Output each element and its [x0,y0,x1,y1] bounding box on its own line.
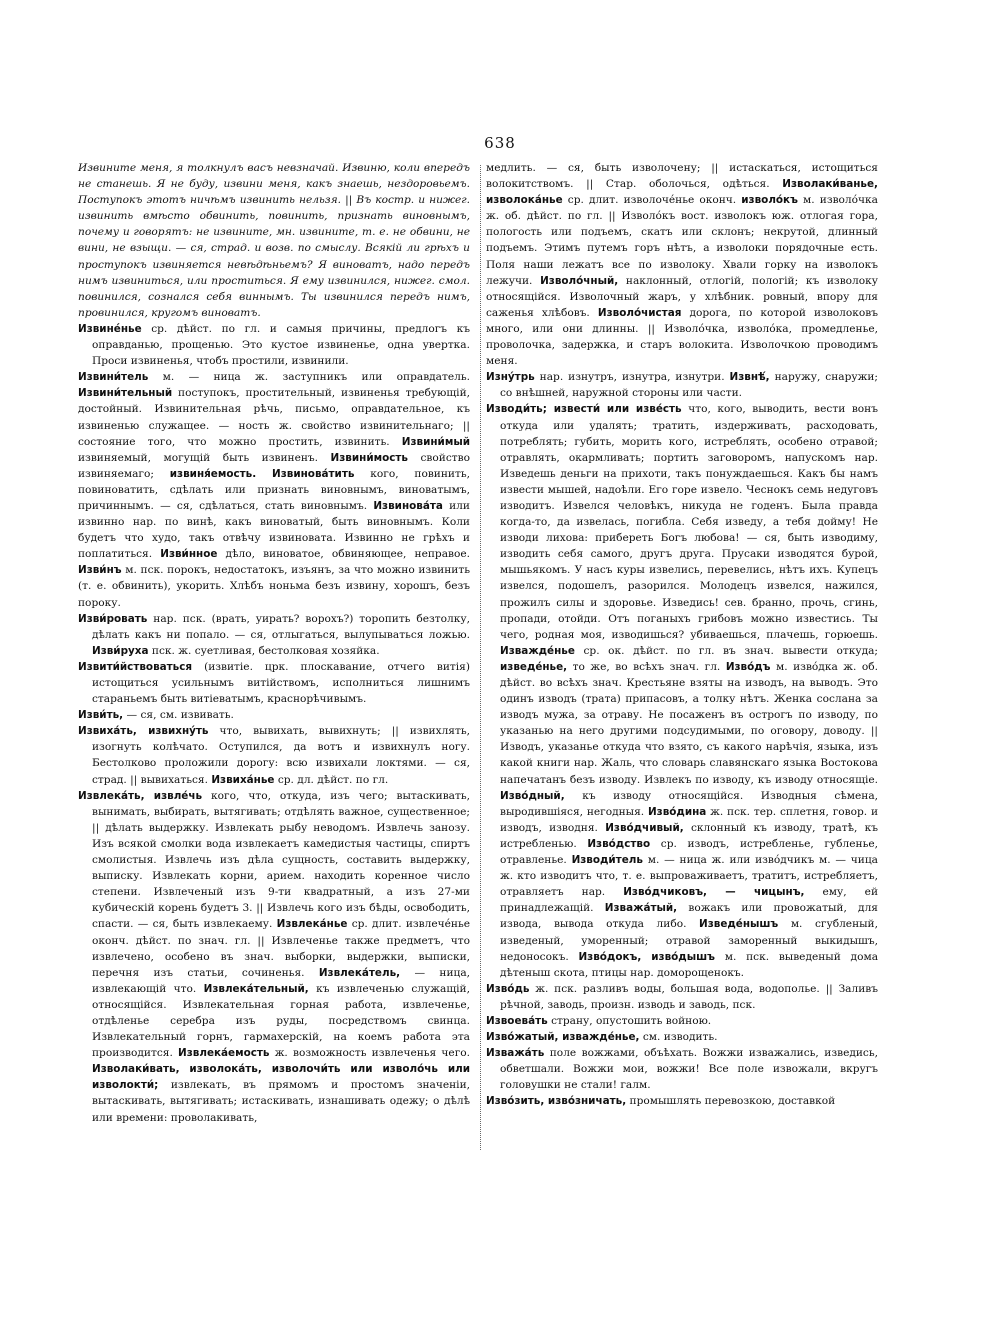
entry-text: ср. дл. дѣйст. по гл. [277,773,389,786]
headword: Извиха́ть, извихну́ть [78,725,209,738]
entry-text: (извитіе. црк. плоскавание, отчего витія) истощиться усильнымъ витійствомъ, исполниться лишнимъ стараньемъ быть витіеватымъ, краснорѣчивымъ. [92,660,470,706]
dictionary-entry [486,401,878,980]
dictionary-entry [78,659,470,707]
headword: Изви́нъ [78,564,122,577]
headword: Изви́ровать [78,612,148,625]
page-number: 638 [484,134,516,152]
headword: Изво́дчивый, [605,821,684,834]
entry-text: къ изводу относящійся. Изводныя сѣмена, выродившіяся, негодныя. [500,789,878,818]
entry-text: или извинно нар. по винѣ, какъ виноватый, быть виновнымъ. Коли будетъ что худо, такъ отвѣчу извиновата. Извинно не грѣхъ и поплатиться. [78,499,470,561]
entry-text: что, вывихать, вывихнуть; || извихлять, изогнуть колѣчато. Оступился, да вотъ и извихнулъ ногу. Бестолково проложили дорогу: всю извихали локтями. — ся, страд. || вывихаться. [92,725,470,786]
entry-text: ж. пск. тер. сплетня, говор. и изводъ, изводня. [500,805,879,834]
dictionary-entry [486,1045,878,1093]
headword: Изви́ть, [78,709,124,722]
entry-text: пск. ж. суетливая, бестолковая хозяйка. [151,644,380,657]
headword: извиня́емость. [169,467,257,480]
headword: Извити́йствоваться [78,660,193,673]
entry-text: м. — ница ж. или изво́дчикъ м. — чица ж. кто изводитъ что, т. е. выпроваживаетъ, тратитъ, истребляетъ, отравляетъ нар. [500,854,878,899]
headword: Изво́дина [647,805,707,818]
entry-text: Извините меня, я толкнулъ васъ невзначай. Извиню, коли впередъ не станешь. Я не буду, извини меня, какъ знаешь, нездоровьемъ. Поступокъ этотъ ничѣмъ извинить нельзя. || Въ костр. и нижег. извинить вмѣсто обвинить, повинить, признать виновнымъ, почему и говорятъ: не извините, мн. извините, т. е. не обвини, не вини, не взыщи. — ся, страд. и возв. по смыслу. Всякій ли грѣхъ и проступокъ извиняется невѣдѣньемъ? Я виноватъ, надо передъ нимъ извиниться, или проститься. Я ему извинился, нижег. смол. повинился, сознался себя виннымъ. Ты извинился передъ нимъ, провинился, кругомъ виноватъ. [78,162,470,319]
entry-text: м. пск. выведеный дома дѣтеныш скота, птицы нар. доморощенокъ. [500,950,879,979]
headword: Извлека́тельный, [203,982,309,995]
entry-text: ср. дѣйст. по гл. и самыя причины, предлогъ къ оправданью, прощенью. Это кустое извиненье, одна увертка. Проси извиненья, чтобъ простили, извинили. [92,322,470,368]
headword: Изви́нное [160,548,218,561]
entry-text: м. изволо́чка ж. об. дѣйст. по гл. || Изволо́къ вост. изволокъ юж. отлогая гора, пологость или подъемъ, скатъ или склонъ; некрутой, длинный подъемъ. Этимъ путемъ горъ нѣтъ, а изволоки порядочные есть. Поля наши лежатъ все по изволоку. Хвали горку на изволокъ лежучи. [486,194,878,287]
dictionary-entry [78,321,470,369]
headword: Изво́жатый, изважде́нье, [486,1031,640,1044]
headword: Изну́трь [486,371,535,384]
headword: Извини́тель [78,371,149,384]
headword: Изведе́нышъ [699,918,779,931]
headword: Извлека́ть, извле́чь [78,789,203,802]
headword: Извлека́нье [276,918,348,931]
headword: Изво́дь [486,982,530,995]
headword: Извини́тельный [78,387,173,400]
headword: Извинéнье [78,322,142,335]
entry-text: извиняемый, могущій быть извиненъ. [78,451,319,464]
headword: Изво́дъ [725,660,771,673]
dictionary-entry [486,160,878,369]
entry-text: м. пск. порокъ, недостатокъ, изъянъ, за что можно извинить (т. е. обвинить), укорить. Хлѣбъ ноньма безъ извину, хорошъ, безъ пороку. [78,564,470,609]
dictionary-entry [78,788,470,1126]
headword: Изви́руха [92,644,149,657]
dictionary-entry [78,369,470,610]
dictionary-entry [486,369,878,401]
entry-text: м. изво́дка ж. об. дѣйст. во всѣхъ знач. Крестьяне взяты на изводъ, на выводъ. Это одинъ изводъ (трата) припасовъ, а толку нѣтъ. Женка сослана за изводъ мужа, за отраву. Не посаженъ въ острогъ по изводу, по указанью на него другими подсудимыми, по оговору, доводу. || Изводъ, указанье откуда что взято, съ какого нарѣчія, языка, изъ какой книги нар. Жаль, что словарь славянскаго языка Востокова напечатанъ безъ изводу. Извлекъ по изводу, къ изводу относящіе. [500,660,879,786]
entry-text: медлить. — ся, быть изволочену; || истаскаться, истощиться волокитствомъ. || Стар. оболочься, одѣться. [486,162,878,191]
entry-text: м. — ница ж. заступникъ или оправдатель. [162,371,470,384]
entry-text: поле вожжами, объѣхать. Вожжи изважались, изведись, обветшали. Вожжи мои, вожжи! Все поле извожали, вкругъ головушки не стали! галм. [500,1047,878,1092]
dictionary-entry [486,1013,878,1029]
entry-text: промышлять перевозкою, доставкой [629,1095,836,1108]
entry-text: склонный къ изводу, тратѣ, къ истребленью. [500,821,878,850]
entry-text: свойство извиняемаго; [78,451,470,480]
entry-text: страну, опустошить войною. [551,1014,712,1027]
headword: Извлека́тель, [318,966,401,979]
dictionary-entry [486,981,878,1013]
headword: Изволаки́ванье, изволока́нье [486,178,878,207]
entry-text: нар. пск. (врать, уирать? ворохъ?) торопить безтолку, дѣлать какъ ни попало. — ся, отлыгаться, вылупываться ложью. [92,612,470,641]
headword: Изво́дчиковъ, — чицынъ, [623,886,805,899]
entry-text: нар. изнутръ, изнутра, изнутри. [539,371,725,384]
entry-text: — ница, извлекающій что. [92,966,471,995]
headword: Изво́докъ, изво́дышъ [578,950,715,963]
entry-text: къ извлеченью служащій, относящійся. Извлекательная горная работа, извлеченье, отдѣленье серебра изъ руды, посредствомъ свинца. Извлекательный горнъ, гармахерскій, на коемъ работа эта производится. [92,982,470,1060]
headword: Извлека́емость [178,1047,270,1060]
entry-text: ему, ей принадлежащій. [500,886,879,915]
dictionary-entry [78,611,470,659]
left-column [78,160,470,1126]
entry-text: дорога, по которой изволоковъ много, или они длинны. || Изволо́чка, изволо́ка, промедленье, проволочка, задержка, и старъ волокита. Изволочкою проводимъ меня. [486,306,878,368]
entry-text: кого, что, откуда, изъ чего; вытаскивать, вынимать, выбирать, вытягивать; отдѣлять важное, существенное; || дѣлать выдержку. Извлекать рыбу неводомъ. Извлечь занозу. Изъ всякой смолки вода извлекаетъ камедистыя частицы, спиртъ смолистыя. Извлечь изъ дѣла сущность, составить выдержку, выписку. Извлекать корни, арием. находить коренное число степени. Извлеченый изъ 9-ти квадратный, а изъ 27-ми кубическій корень будетъ 3. || Извлечь кого изъ бѣды, освободить, спасти. — ся, быть извлекаему. [92,789,470,931]
headword: Извнѣ́, [729,371,770,384]
headword: Изво́дный, [500,789,565,802]
headword: Извинова́та [373,499,443,512]
dictionary-entry [78,707,470,723]
headword: Изважде́нье [500,644,575,657]
entry-text: ж. возможность извлеченья чего. [274,1047,470,1060]
headword: Извини́мый [401,435,471,448]
headword: Изводи́ть; извести́ или изве́сть [486,403,682,416]
headword: Изво́зить, изво́зничать, [486,1095,627,1108]
entry-text: см. изводить. [642,1031,718,1044]
headword: Изволо́чистая [597,306,682,319]
entry-text: ср. длит. извлече́нье оконч. дѣйст. по знач. гл. || Извлеченье также предметъ, что извлечено, особено въ знач. выборки, выдержки, выписки, перечня изъ статьи, сочиненья. [92,918,470,979]
dictionary-entry [78,160,470,321]
entry-text: то же, во всѣхъ знач. гл. [572,660,721,673]
headword: Извиха́нье [211,773,275,786]
dictionary-entry [486,1029,878,1045]
entry-text: кого, повинить, повиноватить, сдѣлать или признать виновнымъ, виноватымъ, причиннымъ. — ся, сдѣлаться, стать виновнымъ. [78,467,470,512]
entry-text: ж. пск. разливъ воды, большая вода, водополье. || Заливъ рѣчной, заводь, произн. изводь и заводь, пск. [500,982,878,1011]
dictionary-entry [78,723,470,787]
entry-text: извлекать, въ прямомъ и простомъ значеніи, вытаскивать, вытягивать; истаскивать, изнашивать одежу; о дѣлѣ или времени: проволакивать, [92,1079,471,1124]
headword: Изважа́тый, [604,902,678,915]
headword: изведе́нье, [500,660,568,673]
entry-text: ср. ок. дѣйст. по гл. въ знач. вывести откуда; [583,644,878,657]
column-divider [480,165,482,1150]
headword: Изводи́тель [571,854,643,867]
headword: Изважа́ть [486,1047,545,1060]
entry-text: наклонный, отлогій, пологій; къ изволоку относящійся. Изволочный жаръ, у хлѣбник. ровный, впору для саженья хлѣбовъ. [486,274,878,319]
entry-text: — ся, см. извивать. [126,709,234,722]
entry-text: дѣло, виноватое, обвиняющее, неправое. [225,548,470,561]
headword: изволо́къ [741,194,798,207]
entry-text: вожакъ или провожатый, для извода, вывода откуда либо. [500,902,878,931]
entry-text: что, кого, выводить, вести вонъ откуда или удалять; тратить, издерживать, расходовать, потреблять; губить, морить кого, истреблять, особено отравой; отравлять, окармливать; портить заговоромъ, напускомъ нар. Изведешь деньги на прихоти, такъ понуждаешься. Какъ бы намъ извести мышей, надоѣли. Его горе извело. Чеснокъ семь недуговъ изводитъ. Извелся человѣкъ, никуда не годенъ. Была правда когда-то, да извелась, погибла. Себя изведу, а тебя дойму! Не изводи лихова: прибереть Богъ любова! — ся, быть изводиму, изводить себя самого, другъ друга. Прусаки изводятся бурой, мышьякомъ. У насъ куры извелись, перевелись, нѣтъ ихъ. Купецъ извелся, подошелъ, разорился. Молодецъ извелся, нажился, прожилъ силы и здоровье. Изведись! сев. бранно, прочь, сгинь, пропади, отойди. Отъ поганыхъ грибовъ можно известись. Ты чего, родная моя, изводишься? убиваешься, плачешь, горюешь. [500,403,878,641]
headword: Изволо́чный, [540,274,619,287]
entry-text: наружу, снаружи; со внѣшней, наружной стороны или части. [500,371,878,400]
headword: Извоева́ть [486,1014,548,1027]
entry-text: ср. изводъ, истребленье, губленье, отравленье. [500,837,878,867]
entry-text: поступокъ, простительный, извиненья требующій, достойный. Извинительная рѣчь, письмо, оправдательное, къ извиненью служащее. — ность ж. свойство извинительнаго; || состояние того, что можно простить, извинить. [78,387,470,448]
entry-text: м. сгубленый, изведеный, уморенный; отравой заморенный выкидышъ, недоносокъ. [500,918,878,963]
headword: Изво́дство [587,837,651,850]
headword: Извинова́тить [272,467,355,480]
headword: Изволаки́вать, изволока́ть, изволочи́ть или изволо́чь или изволокти́; [92,1063,470,1092]
dictionary-entry [486,1093,878,1109]
headword: Извини́мость [330,451,408,464]
right-column [486,160,878,1110]
entry-text: ср. длит. изволоче́нье оконч. [567,194,737,207]
